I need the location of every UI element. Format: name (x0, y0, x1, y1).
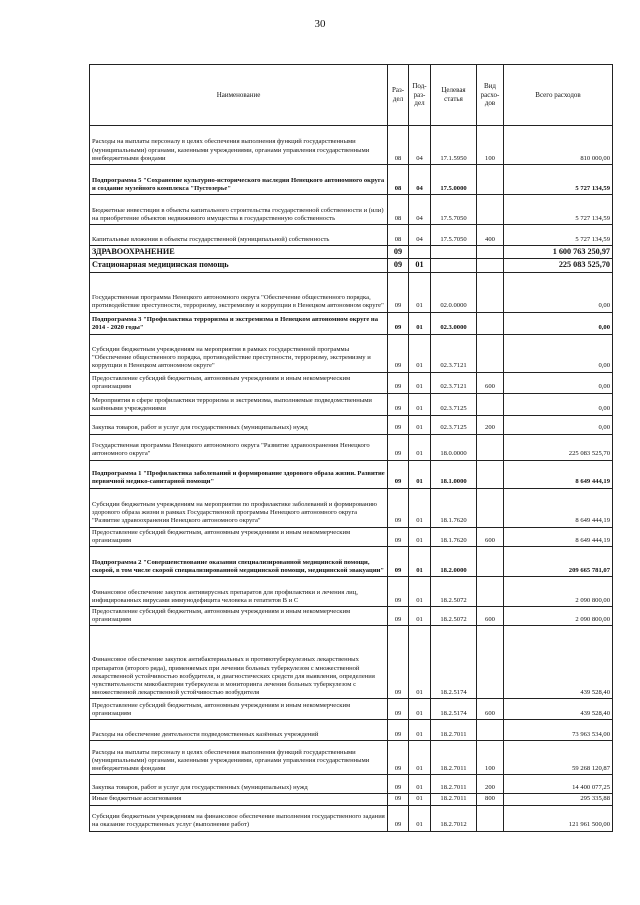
row-name: Предоставление субсидий бюджетным, автономным учреждениям и иным некоммерческим организациям (90, 606, 388, 625)
row-name: Финансовое обеспечение закупок антибактериальных и противотуберкулезных лекарственных препаратов (второго ряда), применяемых при лечении больных туберкулезом с множественной лекарственной устойчивостью возбудителя, и диагностических средств для выявления, определения чувствительности микобактерии туберкулеза и мониторинга лечения больных туберкулезом с множественной лекарственной устойчивостью возбудителя (90, 626, 388, 699)
row-expense-type: 600 (477, 606, 504, 625)
row-section: 09 (388, 488, 409, 527)
row-total: 8 649 444,19 (504, 527, 613, 546)
table-row (90, 195, 613, 225)
row-expense-type: 800 (477, 794, 504, 805)
row-total: 5 727 134,59 (504, 195, 613, 225)
row-subsection: 01 (409, 312, 431, 334)
row-section: 09 (388, 259, 409, 272)
row-name: Предоставление субсидий бюджетным, автономным учреждениям и иным некоммерческим организациям (90, 527, 388, 546)
row-target: 18.2.0000 (431, 546, 477, 576)
row-section: 09 (388, 527, 409, 546)
row-total: 0,00 (504, 415, 613, 434)
row-total: 810 000,00 (504, 126, 613, 165)
row-expense-type (477, 259, 504, 272)
row-expense-type: 200 (477, 775, 504, 794)
row-expense-type (477, 434, 504, 460)
row-name: Закупка товаров, работ и услуг для государственных (муниципальных) нужд (90, 775, 388, 794)
table-row (90, 488, 613, 527)
row-target (431, 259, 477, 272)
row-expense-type: 400 (477, 225, 504, 246)
row-name: Подпрограмма 3 "Профилактика терроризма и экстремизма в Ненецком автономном округе на 2014 - 2020 годы" (90, 312, 388, 334)
row-expense-type: 100 (477, 741, 504, 775)
row-total: 295 335,88 (504, 794, 613, 805)
row-subsection: 04 (409, 225, 431, 246)
row-section: 09 (388, 626, 409, 699)
table-row (90, 720, 613, 741)
row-section: 09 (388, 312, 409, 334)
row-total: 73 963 534,00 (504, 720, 613, 741)
row-total: 5 727 134,59 (504, 165, 613, 195)
row-section: 09 (388, 272, 409, 312)
row-subsection: 01 (409, 334, 431, 372)
row-target: 02.3.0000 (431, 312, 477, 334)
table-row (90, 460, 613, 488)
row-section: 09 (388, 415, 409, 434)
row-expense-type (477, 805, 504, 831)
table-row (90, 246, 613, 259)
row-name: Закупка товаров, работ и услуг для государственных (муниципальных) нужд (90, 415, 388, 434)
table-row (90, 805, 613, 831)
row-section: 09 (388, 434, 409, 460)
row-expense-type (477, 165, 504, 195)
row-total: 1 600 763 250,97 (504, 246, 613, 259)
row-subsection: 01 (409, 272, 431, 312)
row-target: 18.1.7620 (431, 527, 477, 546)
row-target: 17.1.5950 (431, 126, 477, 165)
row-expense-type (477, 312, 504, 334)
table-row (90, 434, 613, 460)
budget-expenses-table (89, 64, 613, 832)
row-section: 08 (388, 165, 409, 195)
row-name: Расходы на обеспечение деятельности подведомственных казённых учреждений (90, 720, 388, 741)
table-row (90, 225, 613, 246)
column-header-section: Раз-дел (388, 65, 409, 126)
row-total: 2 090 800,00 (504, 576, 613, 606)
row-target: 18.2.7011 (431, 775, 477, 794)
column-header-name: Наименование (90, 65, 388, 126)
row-name: Расходы на выплаты персоналу в целях обеспечения выполнения функций государственными (муниципальными) органами, казенными учреждениями, органами управления государственными внебюджетными фондами (90, 741, 388, 775)
row-total: 225 083 525,70 (504, 259, 613, 272)
row-section: 09 (388, 576, 409, 606)
table-row (90, 372, 613, 393)
row-target: 18.2.7012 (431, 805, 477, 831)
row-subsection: 01 (409, 488, 431, 527)
row-section: 08 (388, 126, 409, 165)
row-target: 18.2.7011 (431, 794, 477, 805)
row-target: 18.2.7011 (431, 720, 477, 741)
row-section: 09 (388, 741, 409, 775)
column-header-target: Целевая статья (431, 65, 477, 126)
row-target: 18.2.5072 (431, 576, 477, 606)
table-row (90, 527, 613, 546)
row-target: 18.2.5174 (431, 626, 477, 699)
row-total: 0,00 (504, 372, 613, 393)
row-expense-type: 600 (477, 527, 504, 546)
row-total: 0,00 (504, 272, 613, 312)
row-expense-type (477, 576, 504, 606)
row-name: Подпрограмма 5 "Сохранение культурно-исторического наследия Ненецкого автономного округа и создание музейного комплекса "Пустозерье" (90, 165, 388, 195)
row-subsection: 04 (409, 165, 431, 195)
row-subsection: 01 (409, 626, 431, 699)
table-row (90, 126, 613, 165)
table-row (90, 794, 613, 805)
row-name: Субсидии бюджетным учреждениям на мероприятия по профилактике заболеваний и формированию здорового образа жизни в рамках Государственной программы Ненецкого автономного округа "Развитие здравоохранения Ненецкого автономного округа" (90, 488, 388, 527)
row-total: 0,00 (504, 393, 613, 415)
row-name: ЗДРАВООХРАНЕНИЕ (90, 246, 388, 259)
row-section: 09 (388, 794, 409, 805)
row-subsection: 01 (409, 606, 431, 625)
row-target: 18.1.0000 (431, 460, 477, 488)
row-subsection: 01 (409, 527, 431, 546)
table-row (90, 546, 613, 576)
row-subsection: 01 (409, 699, 431, 720)
row-total: 225 083 525,70 (504, 434, 613, 460)
row-section: 09 (388, 393, 409, 415)
row-target: 02.3.7121 (431, 372, 477, 393)
row-section: 09 (388, 606, 409, 625)
row-section: 08 (388, 195, 409, 225)
column-header-expense-type: Вид расхо-дов (477, 65, 504, 126)
row-subsection: 01 (409, 775, 431, 794)
row-name: Бюджетные инвестиции в объекты капитального строительства государственной собственности и (или) на приобретение объектов недвижимого имущества в государственную собственность (90, 195, 388, 225)
row-total: 0,00 (504, 334, 613, 372)
row-name: Субсидии бюджетным учреждениям на мероприятия в рамках государственной программы "Обеспечение общественного порядка, противодействие преступности, терроризму, экстремизму и коррупции в Ненецком автономном округе" (90, 334, 388, 372)
table-row (90, 259, 613, 272)
row-total: 121 961 500,00 (504, 805, 613, 831)
row-expense-type (477, 626, 504, 699)
table-row (90, 415, 613, 434)
row-name: Финансовое обеспечение закупок антивирусных препаратов для профилактики и лечения лиц, инфицированных вирусами иммунодефицита человека и гепатитов В и С (90, 576, 388, 606)
row-target: 18.2.7011 (431, 741, 477, 775)
table-row (90, 775, 613, 794)
row-name: Государственная программа Ненецкого автономного округа "Обеспечение общественного порядка, противодействие преступности, терроризму, экстремизму и коррупции в Ненецком автономном округе" (90, 272, 388, 312)
row-name: Мероприятия в сфере профилактики терроризма и экстремизма, выполняемые подведомственными казёнными учреждениями (90, 393, 388, 415)
row-subsection: 01 (409, 576, 431, 606)
row-subsection: 01 (409, 805, 431, 831)
table-row (90, 334, 613, 372)
row-subsection: 01 (409, 434, 431, 460)
row-expense-type (477, 334, 504, 372)
row-total: 8 649 444,19 (504, 488, 613, 527)
row-target: 02.3.7125 (431, 415, 477, 434)
row-total: 14 400 077,25 (504, 775, 613, 794)
page-number: 30 (314, 18, 326, 30)
row-target: 18.0.0000 (431, 434, 477, 460)
row-subsection: 01 (409, 546, 431, 576)
row-subsection: 01 (409, 393, 431, 415)
row-target: 02.0.0000 (431, 272, 477, 312)
row-target: 17.5.7050 (431, 225, 477, 246)
row-expense-type (477, 720, 504, 741)
column-header-subsection: Под-раз-дел (409, 65, 431, 126)
row-section: 08 (388, 225, 409, 246)
row-name: Предоставление субсидий бюджетным, автономным учреждениям и иным некоммерческим организациям (90, 699, 388, 720)
row-name: Субсидии бюджетным учреждениям на финансовое обеспечение выполнения государственного задания на оказание государственных услуг (выполнение работ) (90, 805, 388, 831)
row-target: 17.5.7050 (431, 195, 477, 225)
row-expense-type (477, 195, 504, 225)
row-name: Расходы на выплаты персоналу в целях обеспечения выполнения функций государственными (муниципальными) органами, казенными учреждениями, органами управления государственными внебюджетными фондами (90, 126, 388, 165)
row-section: 09 (388, 720, 409, 741)
row-subsection: 01 (409, 794, 431, 805)
row-expense-type: 200 (477, 415, 504, 434)
row-name: Государственная программа Ненецкого автономного округа "Развитие здравоохранения Ненецкого автономного округа" (90, 434, 388, 460)
row-total: 5 727 134,59 (504, 225, 613, 246)
row-expense-type (477, 393, 504, 415)
row-total: 209 665 781,07 (504, 546, 613, 576)
row-expense-type (477, 246, 504, 259)
row-expense-type (477, 546, 504, 576)
row-expense-type: 600 (477, 372, 504, 393)
row-total: 2 090 800,00 (504, 606, 613, 625)
row-name: Подпрограмма 2 "Совершенствование оказания специализированной медицинской помощи, скорой, в том числе скорой специализированной медицинской помощи, медицинской эвакуации" (90, 546, 388, 576)
row-expense-type: 100 (477, 126, 504, 165)
row-expense-type (477, 488, 504, 527)
table-row (90, 699, 613, 720)
row-expense-type (477, 272, 504, 312)
row-name: Предоставление субсидий бюджетным, автономным учреждениям и иным некоммерческим организациям (90, 372, 388, 393)
row-section: 09 (388, 546, 409, 576)
row-section: 09 (388, 775, 409, 794)
row-subsection: 01 (409, 460, 431, 488)
row-target: 18.2.5072 (431, 606, 477, 625)
row-expense-type (477, 460, 504, 488)
row-target: 02.3.7125 (431, 393, 477, 415)
row-section: 09 (388, 334, 409, 372)
row-name: Иные бюджетные ассигнования (90, 794, 388, 805)
table-row (90, 606, 613, 625)
row-subsection: 01 (409, 415, 431, 434)
row-total: 8 649 444,19 (504, 460, 613, 488)
row-subsection: 04 (409, 126, 431, 165)
table-row (90, 576, 613, 606)
table-header-row (90, 65, 613, 126)
column-header-total: Всего расходов (504, 65, 613, 126)
row-subsection (409, 246, 431, 259)
row-subsection: 01 (409, 259, 431, 272)
row-subsection: 04 (409, 195, 431, 225)
row-section: 09 (388, 805, 409, 831)
row-subsection: 01 (409, 720, 431, 741)
row-total: 59 268 120,87 (504, 741, 613, 775)
row-target: 02.3.7121 (431, 334, 477, 372)
row-subsection: 01 (409, 372, 431, 393)
row-section: 09 (388, 372, 409, 393)
row-total: 439 528,40 (504, 626, 613, 699)
row-target (431, 246, 477, 259)
row-total: 0,00 (504, 312, 613, 334)
table-row (90, 741, 613, 775)
row-subsection: 01 (409, 741, 431, 775)
row-target: 17.5.0000 (431, 165, 477, 195)
table-row (90, 626, 613, 699)
row-total: 439 528,40 (504, 699, 613, 720)
table-row (90, 272, 613, 312)
row-section: 09 (388, 460, 409, 488)
row-target: 18.2.5174 (431, 699, 477, 720)
row-name: Подпрограмма 1 "Профилактика заболеваний и формирование здорового образа жизни. Развитие первичной медико-санитарной помощи" (90, 460, 388, 488)
row-expense-type: 600 (477, 699, 504, 720)
row-section: 09 (388, 246, 409, 259)
row-target: 18.1.7620 (431, 488, 477, 527)
row-section: 09 (388, 699, 409, 720)
table-row (90, 393, 613, 415)
table-row (90, 312, 613, 334)
row-name: Стационарная медицинская помощь (90, 259, 388, 272)
table-row (90, 165, 613, 195)
row-name: Капитальные вложения в объекты государственной (муниципальной) собственность (90, 225, 388, 246)
